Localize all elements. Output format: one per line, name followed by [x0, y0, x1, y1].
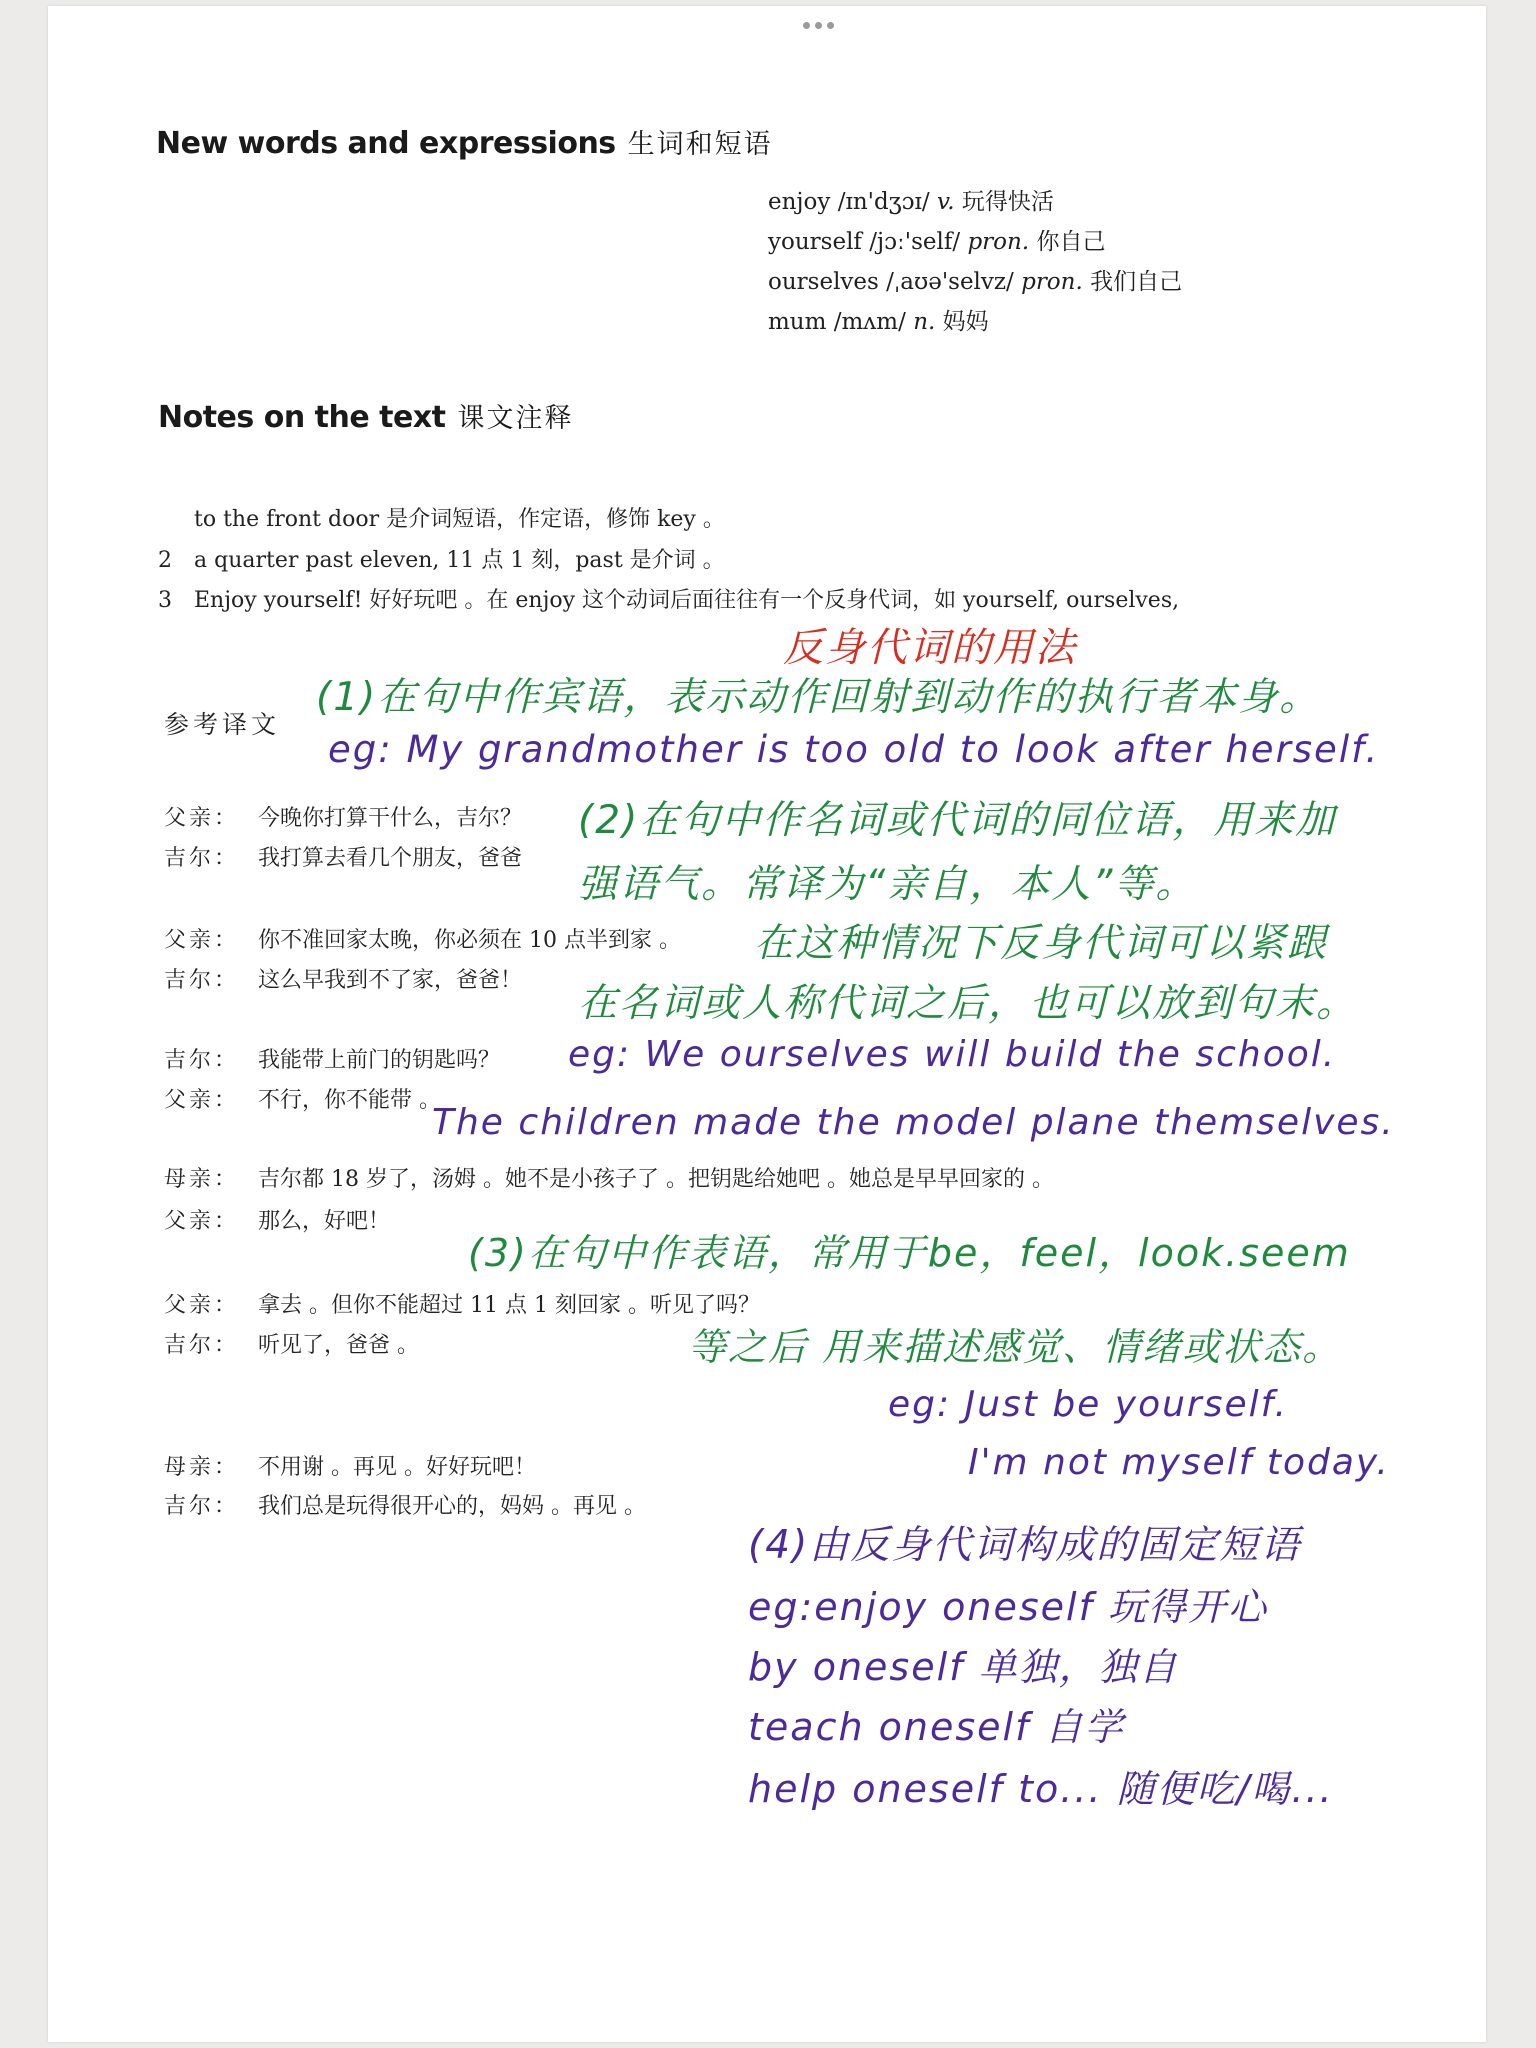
- new-words-title-zh: 生词和短语: [627, 129, 773, 160]
- dialog-line: 母亲： 吉尔都 18 岁了，汤姆 。她不是小孩子了 。把钥匙给她吧 。她总是早早回家的 。: [164, 1167, 1054, 1192]
- note-line: 3 Enjoy yourself! 好好玩吧 。在 enjoy 这个动词后面往往有一个反身代词，如 yourself, ourselves,: [158, 588, 1180, 613]
- handwritten-example-1: eg: My grandmother is too old to look after herself.: [328, 728, 1380, 771]
- vocab-item: yourself /jɔː'self/ pron. 你自己: [768, 229, 1106, 255]
- handwritten-point-2-line-4: 在名词或人称代词之后，也可以放到句末。: [578, 981, 1358, 1026]
- note-line: 2 a quarter past eleven, 11 点 1 刻，past 是介词 。: [158, 548, 725, 573]
- handwritten-point-4: (4)由反身代词构成的固定短语: [748, 1523, 1302, 1568]
- dialog-line: 吉尔： 听见了，爸爸 。: [164, 1333, 419, 1358]
- handwritten-point-1: (1)在句中作宾语，表示动作回射到动作的执行者本身。: [316, 675, 1321, 720]
- dialog-line: 吉尔： 这么早我到不了家，爸爸！: [164, 968, 523, 993]
- handwritten-point-2-line-2: 强语气。常译为“亲自，本人”等。: [578, 862, 1197, 907]
- dialog-line: 父亲： 今晚你打算干什么，吉尔？: [164, 806, 523, 831]
- handwritten-point-2-line-3: 在这种情况下反身代词可以紧跟: [754, 921, 1329, 966]
- new-words-heading: [156, 122, 773, 161]
- vocab-item: ourselves /ˌaʊə'selvz/ pron. 我们自己: [768, 269, 1183, 295]
- notes-title-zh: 课文注释: [457, 403, 574, 434]
- handwritten-example-2-line-1: eg: We ourselves will build the school.: [568, 1034, 1337, 1075]
- vocab-item: mum /mʌm/ n. 妈妈: [768, 309, 989, 335]
- dialog-line: 吉尔： 我打算去看几个朋友，爸爸: [164, 846, 523, 871]
- handwritten-phrase: eg:enjoy oneself 玩得开心: [748, 1585, 1269, 1629]
- vocab-item: enjoy /ɪn'dʒɔɪ/ v. 玩得快活: [768, 189, 1054, 215]
- dialog-line: 父亲： 拿去 。但你不能超过 11 点 1 刻回家 。听见了吗？: [164, 1293, 760, 1318]
- vocab-list: [768, 182, 1182, 342]
- handwritten-title: 反身代词的用法: [783, 625, 1077, 671]
- new-words-title-en: New words and expressions: [156, 126, 616, 161]
- more-options-icon[interactable]: [788, 22, 848, 34]
- handwritten-point-3-line-2: 等之后 用来描述感觉、情绪或状态。: [688, 1325, 1343, 1369]
- handwritten-example-3-line-2: I'm not myself today.: [968, 1442, 1390, 1483]
- handwritten-phrase: by oneself 单独，独自: [748, 1645, 1179, 1689]
- dialog-line: 母亲： 不用谢 。再见 。好好玩吧！: [164, 1455, 536, 1480]
- dialog-line: 吉尔： 我们总是玩得很开心的，妈妈 。再见 。: [164, 1494, 646, 1519]
- notes-heading: [158, 396, 574, 435]
- handwritten-example-2-line-2: The children made the model plane themselves.: [432, 1102, 1395, 1143]
- handwritten-example-3-line-1: eg: Just be yourself.: [888, 1384, 1289, 1425]
- handwritten-point-2-line-1: (2)在句中作名词或代词的同位语，用来加: [578, 798, 1337, 843]
- notes-title-en: Notes on the text: [158, 400, 446, 435]
- handwritten-phrase: teach oneself 自学: [748, 1705, 1125, 1749]
- dialog-line: 父亲： 那么，好吧！: [164, 1209, 391, 1234]
- handwritten-phrase: help oneself to... 随便吃/喝...: [748, 1767, 1334, 1811]
- dialog-line: 父亲： 不行，你不能带 。: [164, 1088, 441, 1113]
- dialog-line: 吉尔： 我能带上前门的钥匙吗？: [164, 1048, 501, 1073]
- document-page: [48, 6, 1486, 2042]
- note-line: to the front door 是介词短语，作定语，修饰 key 。: [194, 507, 725, 532]
- translation-title: 参考译文: [164, 710, 281, 739]
- handwritten-point-3-line-1: (3)在句中作表语，常用于be，feel，look.seem: [468, 1231, 1351, 1275]
- dialog-line: 父亲： 你不准回家太晚，你必须在 10 点半到家 。: [164, 928, 681, 953]
